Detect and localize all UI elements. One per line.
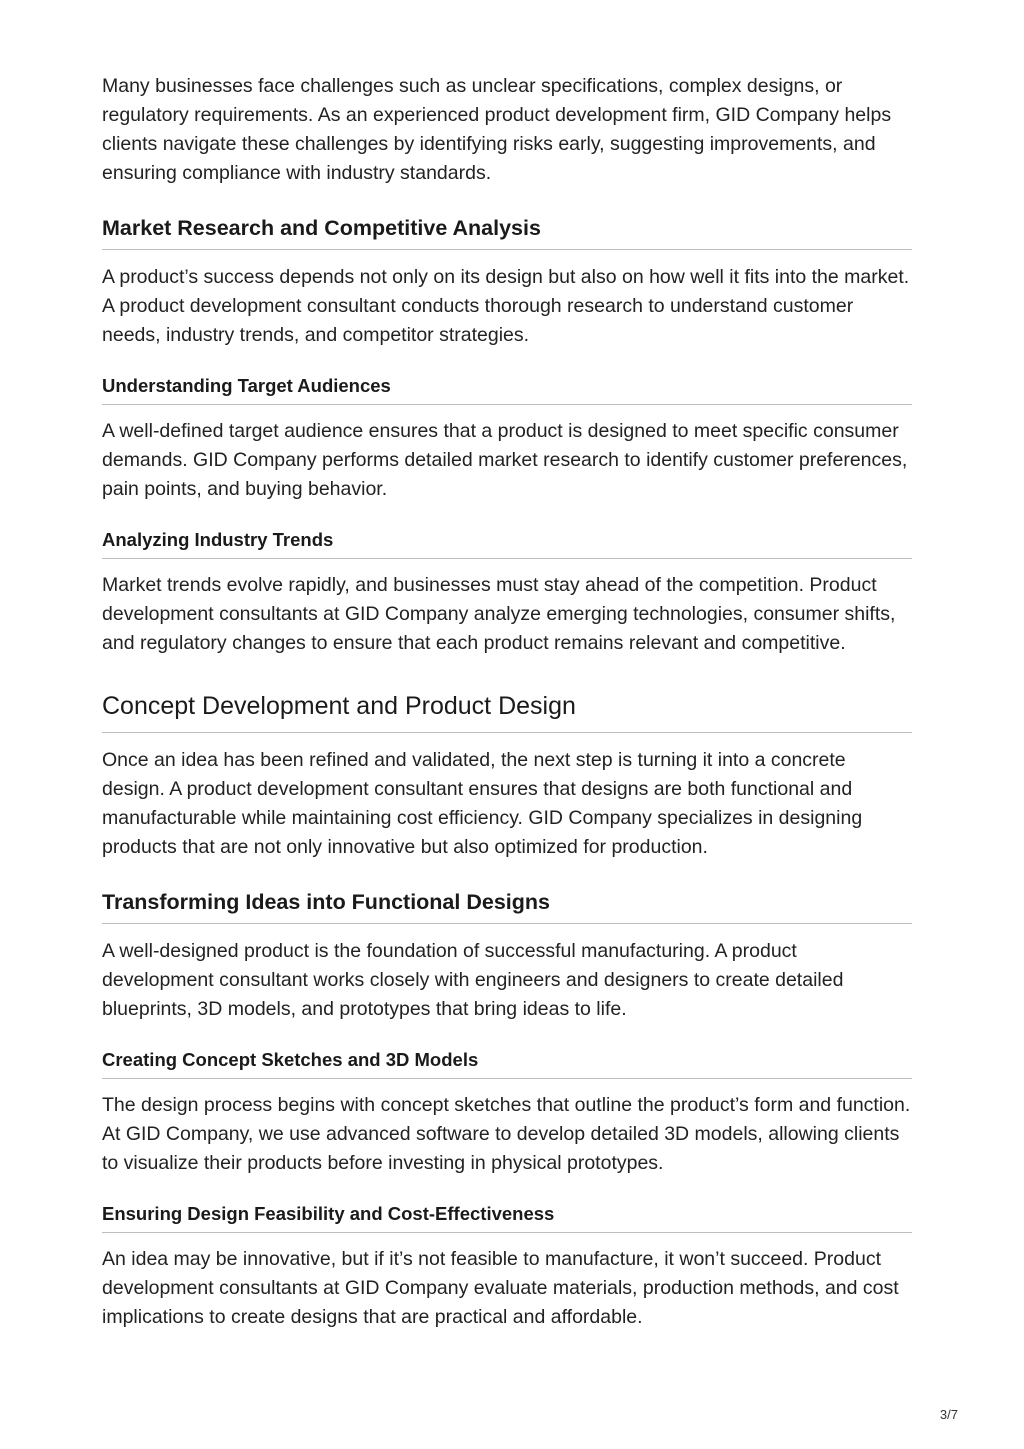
paragraph-target-audiences: A well-defined target audience ensures that a product is designed to meet specific consumer demands. GID Company performs detailed market research to identify customer preferences, pain points, and buying behavior. (102, 420, 908, 500)
heading-functional-designs: Transforming Ideas into Functional Designs (102, 888, 912, 924)
paragraph-design-feasibility: An idea may be innovative, but if it’s not feasible to manufacture, it won’t succeed. Product development consultants at GID Company evaluate materials, production methods, and cost implications to create designs that are practical and affordable. (102, 1248, 899, 1328)
paragraph-concept-development: Once an idea has been refined and validated, the next step is turning it into a concrete design. A product development consultant ensures that designs are both functional and manufacturable while maintaining cost efficiency. GID Company specializes in designing products that are not only innovative but also optimized for production. (102, 749, 863, 858)
heading-market-research: Market Research and Competitive Analysis (102, 214, 912, 250)
intro-paragraph: Many businesses face challenges such as unclear specifications, complex designs, or regulatory requirements. As an experienced product development firm, GID Company helps clients navigate these challenges by identifying risks early, suggesting improvements, and ensuring compliance with industry standards. (102, 75, 892, 184)
heading-concept-development: Concept Development and Product Design (102, 690, 912, 733)
heading-target-audiences: Understanding Target Audiences (102, 374, 912, 405)
paragraph-industry-trends: Market trends evolve rapidly, and businesses must stay ahead of the competition. Product development consultants at GID Company analyze emerging technologies, consumer shifts, and regulatory changes to ensure that each product remains relevant and competitive. (102, 574, 896, 654)
heading-design-feasibility: Ensuring Design Feasibility and Cost-Effectiveness (102, 1202, 912, 1233)
heading-industry-trends: Analyzing Industry Trends (102, 528, 912, 559)
page-number: 3/7 (939, 1407, 958, 1422)
paragraph-concept-sketches: The design process begins with concept sketches that outline the product’s form and function. At GID Company, we use advanced software to develop detailed 3D models, allowing clients to visualize their products before investing in physical prototypes. (102, 1094, 911, 1174)
paragraph-market-research: A product’s success depends not only on its design but also on how well it fits into the market. A product development consultant conducts thorough research to understand customer needs, industry trends, and competitor strategies. (102, 266, 910, 346)
paragraph-functional-designs: A well-designed product is the foundation of successful manufacturing. A product development consultant works closely with engineers and designers to create detailed blueprints, 3D models, and prototypes that bring ideas to life. (102, 940, 844, 1020)
document-page (102, 72, 912, 1332)
heading-concept-sketches: Creating Concept Sketches and 3D Models (102, 1048, 912, 1079)
